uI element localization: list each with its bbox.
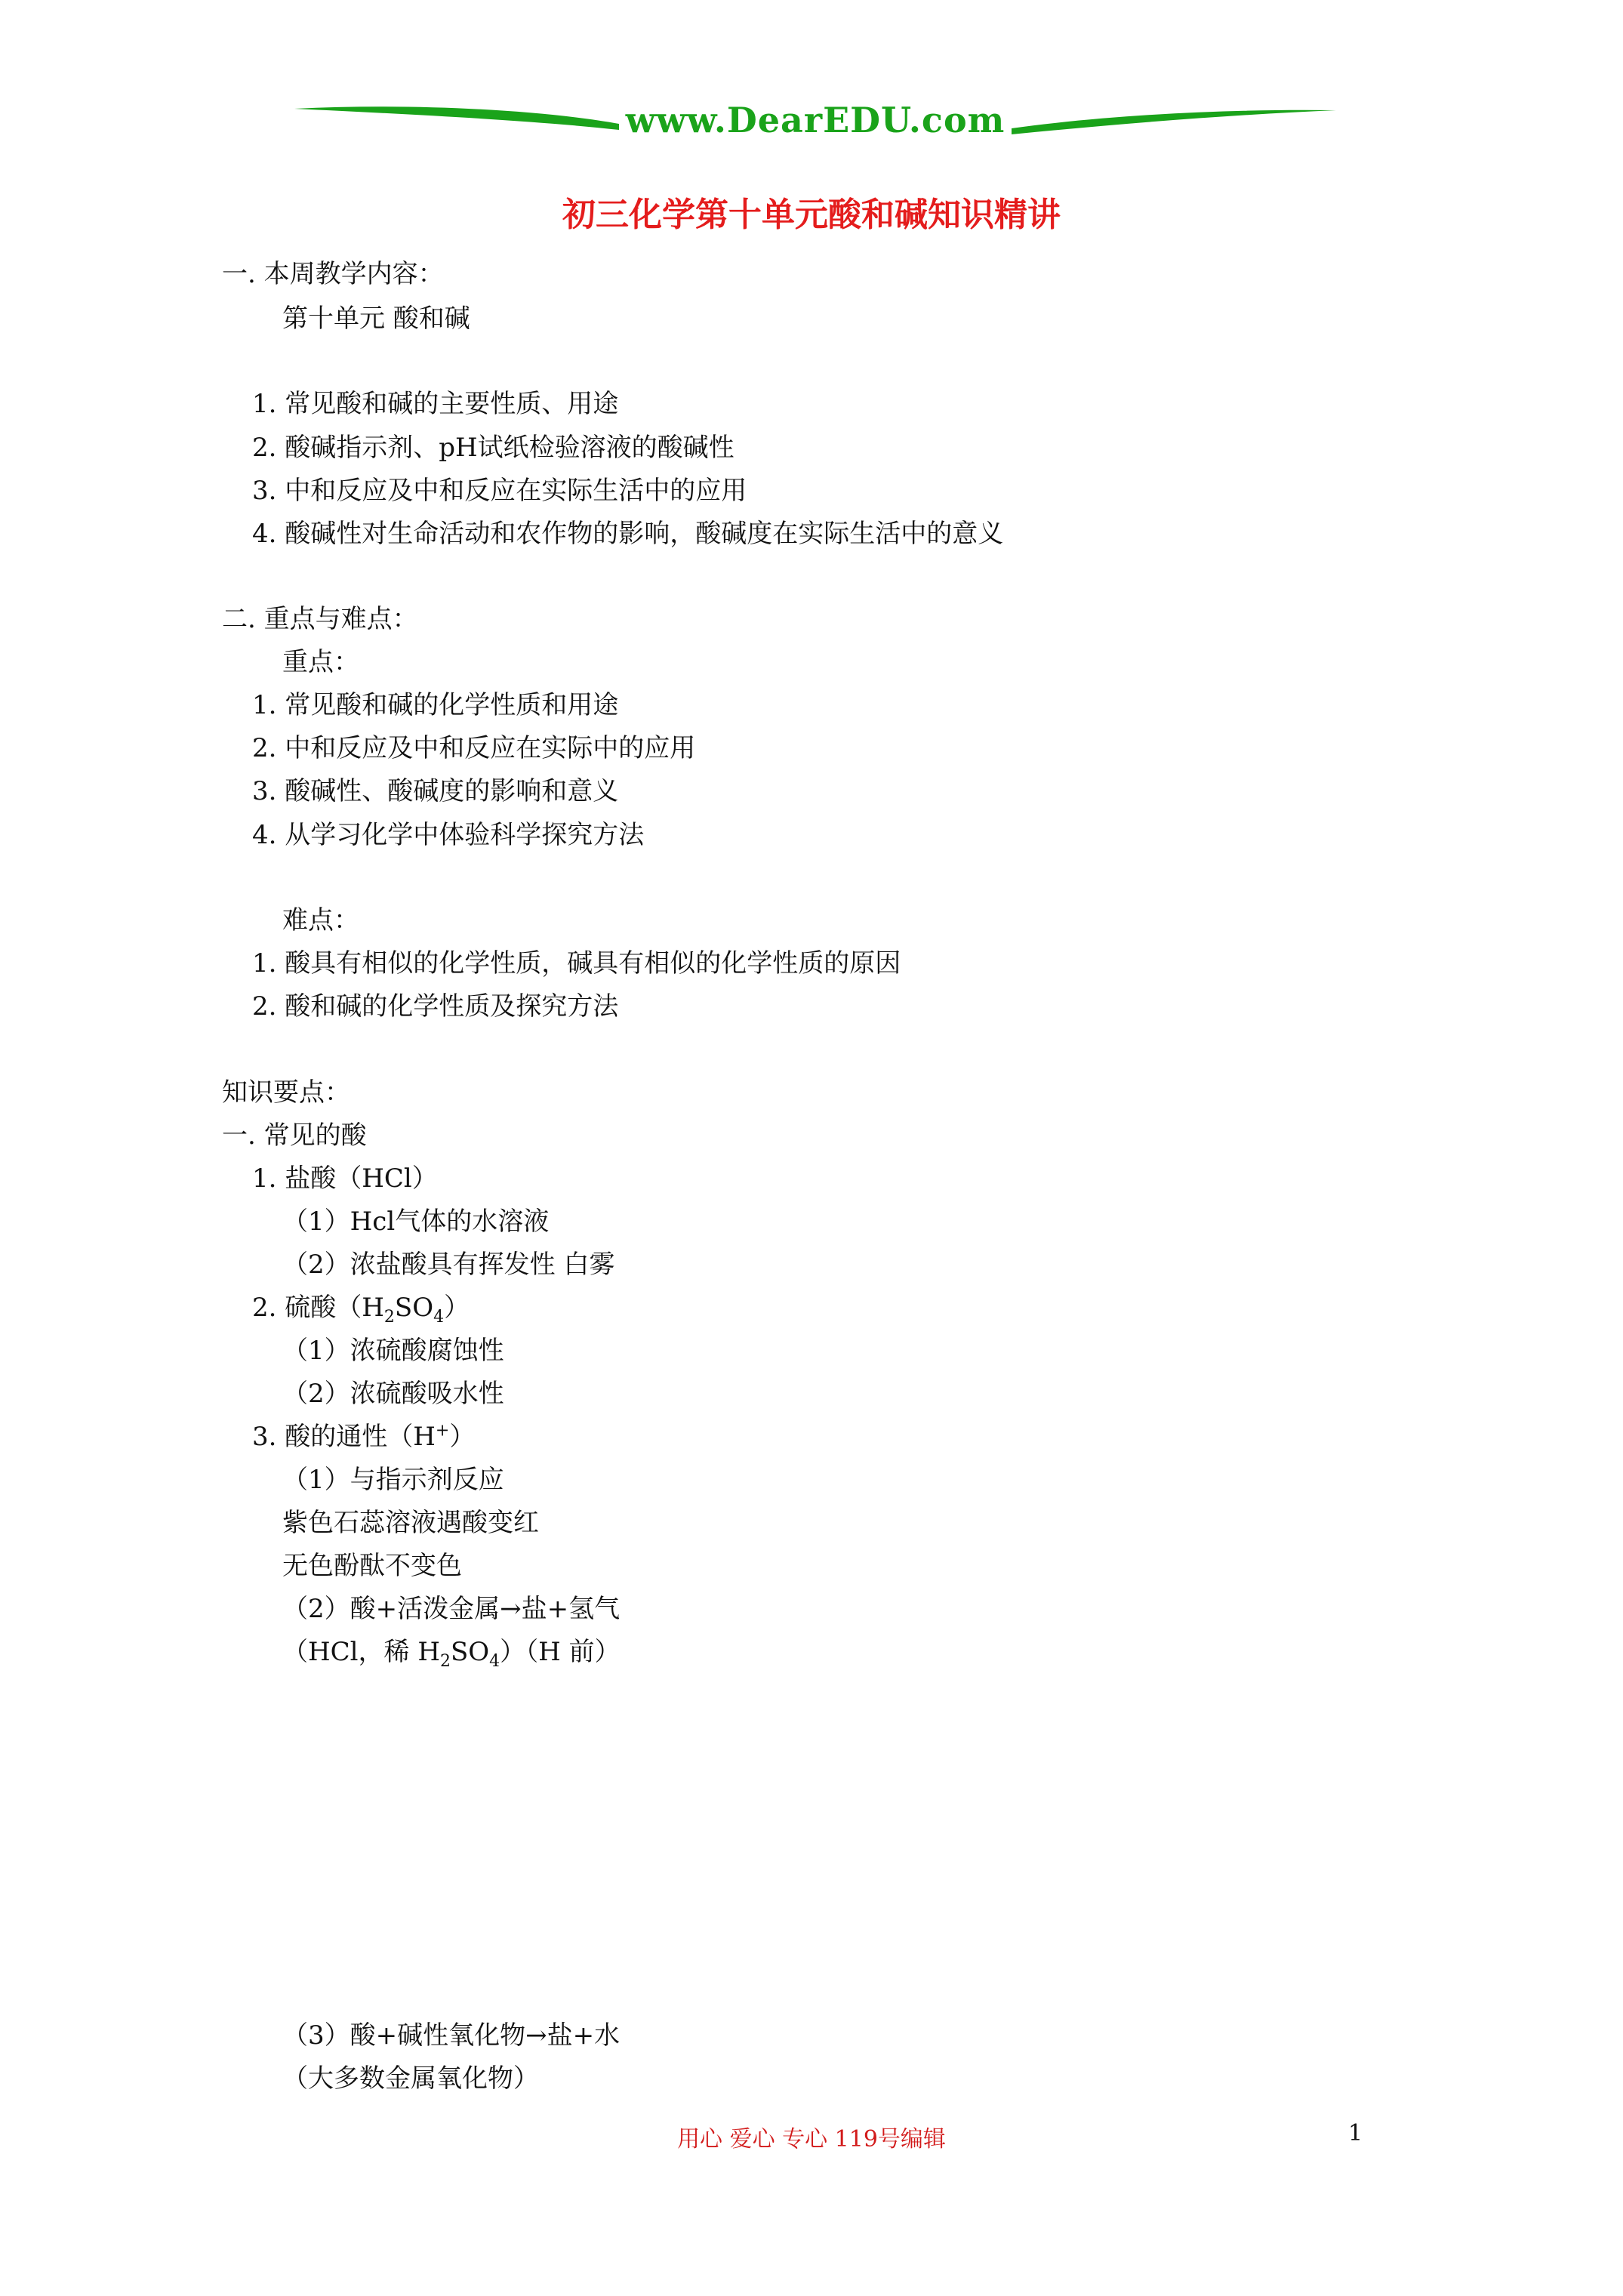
paragraph-line: 紫色石蕊溶液遇酸变红 bbox=[282, 1508, 539, 1538]
section-heading: 二. 重点与难点： bbox=[222, 604, 418, 634]
list-item: （2）浓盐酸具有挥发性 白雾 bbox=[282, 1250, 615, 1280]
formula-text: ）（H 前） bbox=[500, 1637, 621, 1667]
list-item: 3. 中和反应及中和反应在实际生活中的应用 bbox=[252, 476, 747, 506]
list-item: （1）与指示剂反应 bbox=[282, 1465, 504, 1495]
list-item: 1. 常见酸和碱的主要性质、用途 bbox=[252, 389, 619, 419]
section-heading: 一. 本周教学内容： bbox=[222, 259, 444, 289]
formula-text: SO bbox=[394, 1293, 434, 1323]
list-item: 2. 酸和碱的化学性质及探究方法 bbox=[252, 991, 619, 1022]
document-title: 初三化学第十单元酸和碱知识精讲 bbox=[562, 196, 1061, 234]
footer-slogan: 用心 爱心 专心 119号编辑 bbox=[677, 2126, 946, 2153]
formula-text: 3. 酸的通性（H bbox=[252, 1422, 436, 1452]
list-item: （2）酸+活泼金属→盐+氢气 bbox=[282, 1594, 621, 1624]
list-item: （2）浓硫酸吸水性 bbox=[282, 1379, 504, 1409]
subsection-heading: 一. 常见的酸 bbox=[222, 1120, 367, 1151]
key-points-label: 重点： bbox=[282, 647, 359, 677]
section-heading: 知识要点： bbox=[222, 1077, 350, 1108]
list-item: 1. 常见酸和碱的化学性质和用途 bbox=[252, 690, 619, 720]
logo-text: www.DearEDU.com bbox=[625, 100, 1006, 140]
paragraph-line: 无色酚酞不变色 bbox=[282, 1551, 462, 1581]
unit-title: 第十单元 酸和碱 bbox=[282, 304, 470, 334]
formula-text: ） bbox=[449, 1422, 476, 1452]
list-item: （3）酸+碱性氧化物→盐+水 bbox=[282, 2020, 621, 2051]
superscript: + bbox=[435, 1421, 450, 1441]
list-item: 2. 中和反应及中和反应在实际中的应用 bbox=[252, 733, 696, 763]
list-item bbox=[252, 1293, 470, 1327]
paragraph-line: （大多数金属氧化物） bbox=[282, 2063, 539, 2094]
difficult-points-label: 难点： bbox=[282, 905, 359, 935]
subscript: 4 bbox=[489, 1651, 500, 1671]
formula-text: 2. 硫酸（H bbox=[252, 1293, 384, 1323]
list-item: 3. 酸碱性、酸碱度的影响和意义 bbox=[252, 776, 619, 806]
formula-text: ） bbox=[444, 1293, 470, 1323]
paragraph-line bbox=[282, 1637, 621, 1671]
site-logo bbox=[294, 98, 1336, 159]
list-item: 4. 酸碱性对生命活动和农作物的影响，酸碱度在实际生活中的意义 bbox=[252, 519, 1004, 549]
formula-text: SO bbox=[451, 1637, 490, 1667]
list-item: 1. 盐酸（HCl） bbox=[252, 1163, 438, 1194]
subscript: 2 bbox=[440, 1651, 451, 1671]
formula-text: （HCl，稀 H bbox=[282, 1637, 440, 1667]
subscript: 2 bbox=[383, 1307, 395, 1327]
list-item bbox=[252, 1422, 475, 1452]
page-number: 1 bbox=[1348, 2120, 1363, 2147]
list-item: 2. 酸碱指示剂、pH试纸检验溶液的酸碱性 bbox=[252, 433, 735, 463]
list-item: （1）浓硫酸腐蚀性 bbox=[282, 1336, 504, 1366]
list-item: 4. 从学习化学中体验科学探究方法 bbox=[252, 820, 645, 850]
list-item: （1）Hcl气体的水溶液 bbox=[282, 1207, 550, 1237]
subscript: 4 bbox=[433, 1307, 445, 1327]
list-item: 1. 酸具有相似的化学性质，碱具有相似的化学性质的原因 bbox=[252, 948, 901, 978]
